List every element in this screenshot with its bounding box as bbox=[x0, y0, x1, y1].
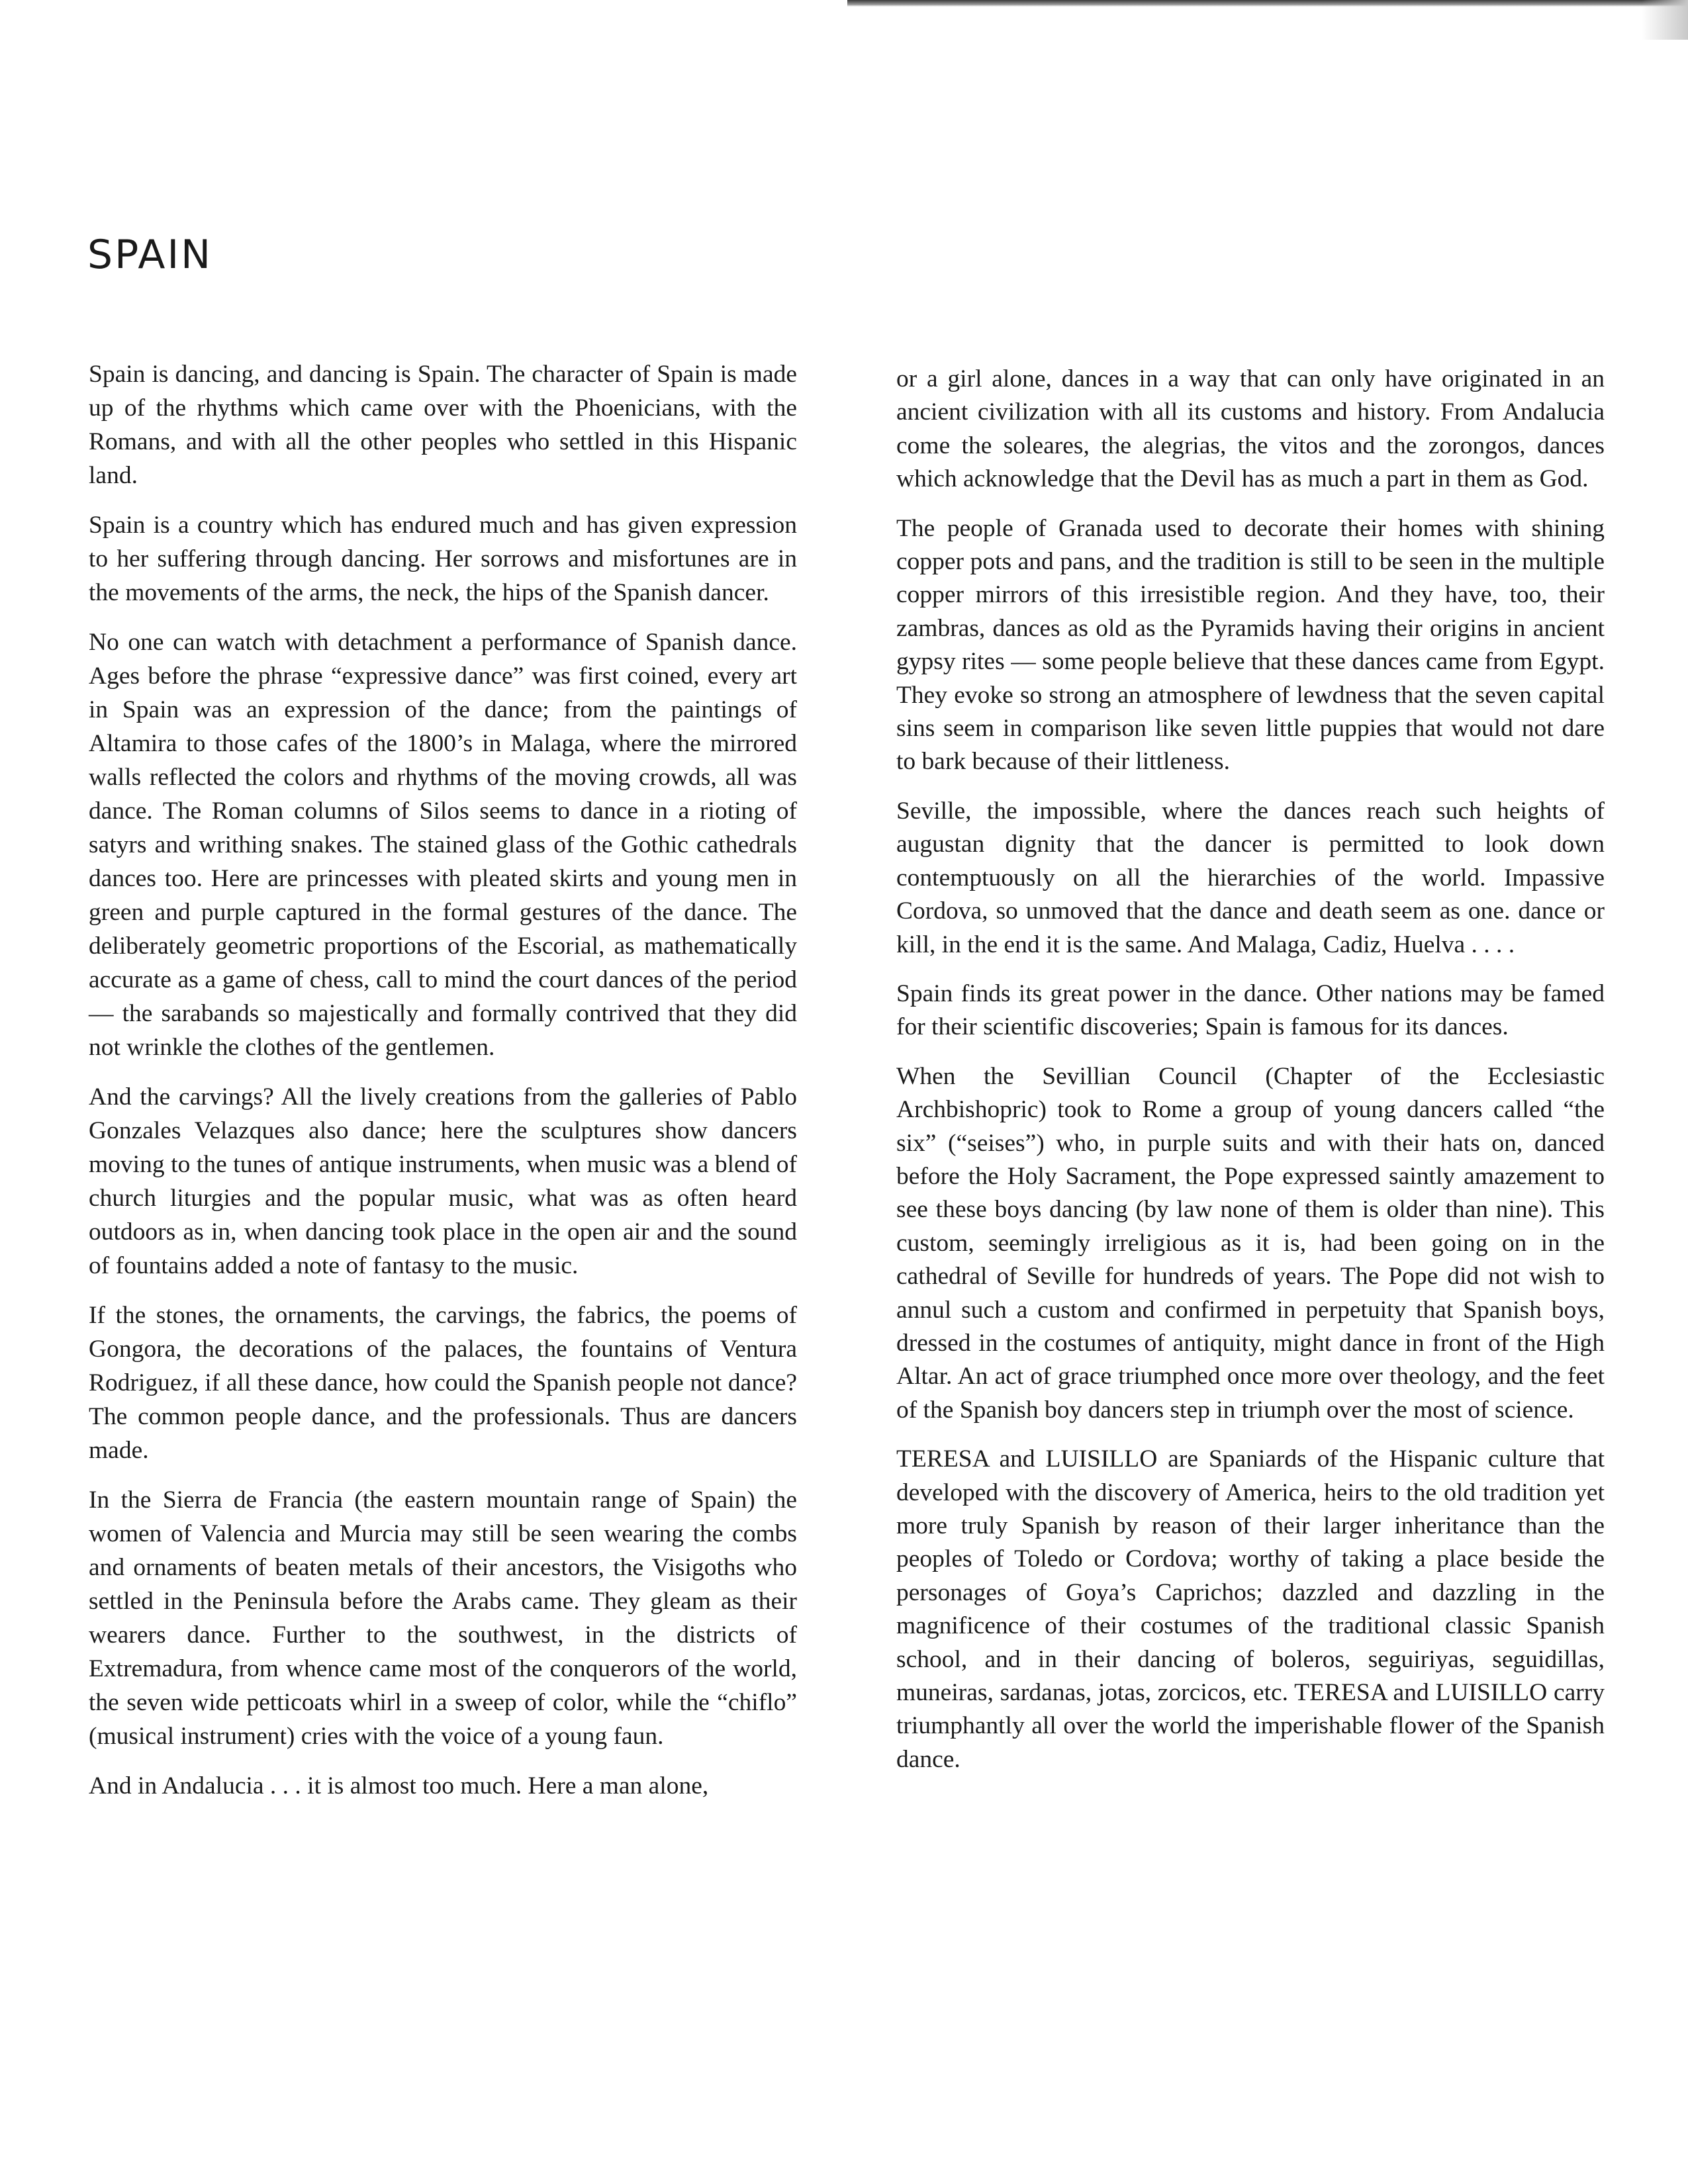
scan-corner-shadow bbox=[1642, 0, 1688, 40]
paragraph: TERESA and LUISILLO are Spaniards of the Hispanic culture that developed with the discovery of America, heirs to the old tradition yet more truly Spanish by reason of their larger inheritance than the peoples of Toledo or Cordova; worthy of taking a place beside the personages of Goya’s Caprichos; dazzled and dazzling in the magnificence of their costumes of the traditional classic Spanish school, and in their dancing of boleros, seguiriyas, seguidillas, muneiras, sardanas, jotas, zorcicos, etc. TERESA and LUISILLO carry triumphantly all over the world the imperishable flower of the Spanish dance. bbox=[896, 1445, 1605, 1773]
paragraph: When the Sevillian Council (Chapter of the Ecclesiastic Archbishopric) took to Rome a group of young dancers called “the six” (“seises”) who, in purple suits and with their hats on, danced before the Holy Sacrament, the Pope expressed saintly amazement to see these boys dancing (by law none of them is older than nine). This custom, seemingly irreligious as it is, had been going on in the cathedral of Seville for hundreds of years. The Pope did not wish to annul such a custom and confirmed in perpetuity that Spanish boys, dressed in the costumes of antiquity, might dance in front of the High Altar. An act of grace triumphed once more over theology, and the feet of the Spanish boy dancers step in triumph over the most of science. bbox=[896, 1062, 1605, 1424]
paragraph: or a girl alone, dances in a way that can only have originated in an ancient civilization with all its customs and history. From Andalucia come the soleares, the alegrias, the vitos and the zorongos, dances which acknowledge that the Devil has as much a part in them as God. bbox=[896, 365, 1605, 493]
paragraph: Spain finds its great power in the dance. Other nations may be famed for their scientific discoveries; Spain is famous for its dances. bbox=[896, 979, 1605, 1041]
paragraph: If the stones, the ornaments, the carvings, the fabrics, the poems of Gongora, the decorations of the palaces, the fountains of Ventura Rodriguez, if all these dance, how could the Spanish people not dance? The common people dance, and the professionals. Thus are dancers made. bbox=[89, 1302, 797, 1464]
paragraph: Spain is a country which has endured much and has given expression to her suffering through dancing. Her sorrows and misfortunes are in the movements of the arms, the neck, the hips of the Spanish dancer. bbox=[89, 512, 797, 606]
scan-edge-shadow bbox=[847, 0, 1688, 7]
right-column bbox=[896, 363, 1605, 1792]
paragraph: Spain is dancing, and dancing is Spain. The character of Spain is made up of the rhythms which came over with the Phoenicians, with the Romans, and with all the other peoples who settled in this Hispanic land. bbox=[89, 361, 797, 489]
paragraph: Seville, the impossible, where the dances reach such heights of augustan dignity that the dancer is permitted to look down contemptuously on all the hierarchies of the world. Impassive Cordova, so unmoved that the dance and death seem as one. dance or kill, in the end it is the same. And Malaga, Cadiz, Huelva . . . . bbox=[896, 797, 1605, 958]
paragraph: And in Andalucia . . . it is almost too much. Here a man alone, bbox=[89, 1772, 709, 1799]
left-column bbox=[89, 357, 797, 1819]
paragraph: No one can watch with detachment a performance of Spanish dance. Ages before the phrase “expressive dance” was first coined, every art in Spain was an expression of the dance; from the paintings of Altamira to those cafes of the 1800’s in Malaga, where the mirrored walls reflected the colors and rhythms of the moving crowds, all was dance. The Roman columns of Silos seems to dance in a rioting of satyrs and writhing snakes. The stained glass of the Gothic cathedrals dances too. Here are princesses with pleated skirts and young men in green and purple captured in the formal gestures of the dance. The deliberately geometric proportions of the Escorial, as mathematically accurate as a game of chess, call to mind the court dances of the period — the sarabands so majestically and formally contrived that they did not wrinkle the clothes of the gentlemen. bbox=[89, 629, 797, 1061]
paragraph: And the carvings? All the lively creations from the galleries of Pablo Gonzales Velazques also dance; here the sculptures show dancers moving to the tunes of antique instruments, when music was a blend of church liturgies and the popular music, what was as often heard outdoors as in, when dancing took place in the open air and the sound of fountains added a note of fantasy to the music. bbox=[89, 1083, 797, 1279]
paragraph: In the Sierra de Francia (the eastern mountain range of Spain) the women of Valencia and Murcia may still be seen wearing the combs and ornaments of beaten metals of their ancestors, the Visigoths who settled in the Peninsula before the Arabs came. They gleam as their wearers dance. Further to the southwest, in the districts of Extremadura, from whence came most of the conquerors of the world, the seven wide petticoats whirl in a sweep of color, while the “chiflo” (musical instrument) cries with the voice of a young faun. bbox=[89, 1486, 797, 1750]
page-title: SPAIN bbox=[87, 232, 213, 278]
paragraph: The people of Granada used to decorate their homes with shining copper pots and pans, and the tradition is still to be seen in the multiple copper mirrors of this irresistible region. And they have, too, their zambras, dances as old as the Pyramids having their origins in ancient gypsy rites — some people believe that these dances came from Egypt. They evoke so strong an atmosphere of lewdness that the seven capital sins seem in comparison like seven little puppies that would not dare to bark because of their littleness. bbox=[896, 514, 1605, 776]
